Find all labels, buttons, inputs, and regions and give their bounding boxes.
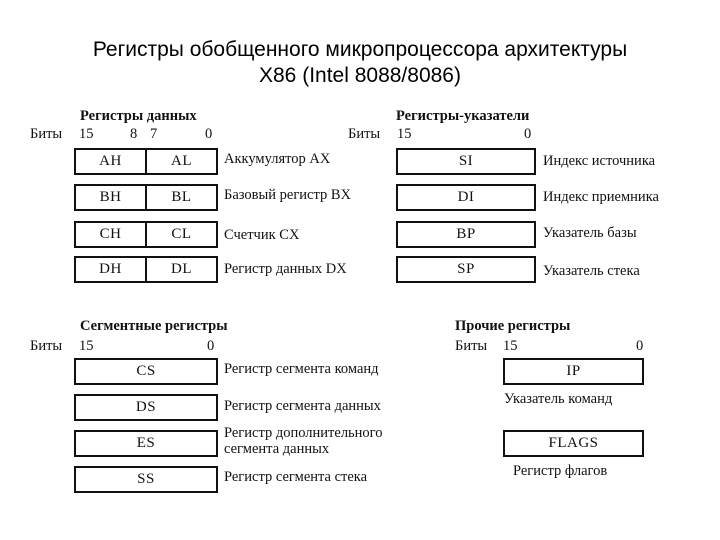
register-dl: DL bbox=[145, 258, 216, 281]
register-es-desc-line-2: сегмента данных bbox=[224, 441, 330, 457]
register-bx bbox=[74, 184, 218, 211]
register-ss bbox=[74, 466, 218, 493]
pointer-bit-0: 0 bbox=[524, 126, 532, 142]
register-cs bbox=[74, 358, 218, 385]
register-bh: BH bbox=[99, 189, 122, 205]
register-flags bbox=[503, 430, 644, 457]
pointer-bits-label: Биты bbox=[348, 126, 381, 142]
register-si-label: SI bbox=[458, 153, 474, 169]
register-ds-label: DS bbox=[135, 399, 157, 415]
data-bit-0: 0 bbox=[205, 126, 213, 142]
register-sp-label: SP bbox=[457, 261, 475, 277]
register-bp bbox=[396, 221, 536, 248]
register-dh: DH bbox=[99, 261, 122, 277]
register-ax-desc: Аккумулятор AX bbox=[224, 151, 331, 167]
register-ds-desc: Регистр сегмента данных bbox=[224, 398, 381, 414]
register-bp-label: BP bbox=[456, 226, 476, 242]
register-ch: CH bbox=[99, 226, 122, 242]
title-line-2: X86 (Intel 8088/8086) bbox=[259, 64, 461, 87]
register-ax bbox=[74, 148, 218, 175]
register-bx-desc: Базовый регистр BX bbox=[224, 187, 351, 203]
segment-bits-label: Биты bbox=[30, 338, 63, 354]
data-bits-label: Биты bbox=[30, 126, 63, 142]
pointer-bit-15: 15 bbox=[397, 126, 412, 142]
register-cx-desc: Счетчик CX bbox=[224, 227, 300, 243]
segment-bit-0: 0 bbox=[207, 338, 215, 354]
register-es-desc-line-1: Регистр дополнительного bbox=[224, 425, 383, 441]
register-ip-desc: Указатель команд bbox=[504, 391, 613, 407]
register-es-label: ES bbox=[136, 435, 156, 451]
register-flags-label: FLAGS bbox=[548, 435, 599, 451]
register-si-desc: Индекс источника bbox=[543, 153, 656, 169]
register-ss-label: SS bbox=[137, 471, 155, 487]
register-cx bbox=[74, 221, 218, 248]
register-di-label: DI bbox=[457, 189, 475, 205]
register-dx bbox=[74, 256, 218, 283]
register-sp bbox=[396, 256, 536, 283]
register-flags-desc: Регистр флагов bbox=[513, 463, 608, 479]
register-dx-desc: Регистр данных DX bbox=[224, 261, 347, 277]
other-registers-heading: Прочие регистры bbox=[455, 318, 571, 334]
title-line-1: Регистры обобщенного микропроцессора архитектуры bbox=[92, 38, 628, 61]
register-sp-desc: Указатель стека bbox=[543, 263, 640, 279]
other-bits-label: Биты bbox=[455, 338, 488, 354]
data-bit-15: 15 bbox=[79, 126, 94, 142]
register-di-desc: Индекс приемника bbox=[543, 189, 659, 205]
data-bit-7: 7 bbox=[150, 126, 158, 142]
data-bit-8: 8 bbox=[130, 126, 138, 142]
register-ah: AH bbox=[99, 153, 122, 169]
pointer-registers-heading: Регистры-указатели bbox=[396, 108, 530, 124]
register-cl: CL bbox=[145, 223, 216, 246]
register-ip-label: IP bbox=[566, 363, 581, 379]
register-si bbox=[396, 148, 536, 175]
segment-registers-heading: Сегментные регистры bbox=[80, 318, 228, 334]
register-cs-desc: Регистр сегмента команд bbox=[224, 361, 379, 377]
register-bl: BL bbox=[145, 186, 216, 209]
register-cs-label: CS bbox=[136, 363, 156, 379]
register-di bbox=[396, 184, 536, 211]
data-registers-heading: Регистры данных bbox=[80, 108, 197, 124]
other-bit-15: 15 bbox=[503, 338, 518, 354]
register-ds bbox=[74, 394, 218, 421]
register-bp-desc: Указатель базы bbox=[543, 225, 637, 241]
other-bit-0: 0 bbox=[636, 338, 644, 354]
register-ss-desc: Регистр сегмента стека bbox=[224, 469, 368, 485]
register-al: AL bbox=[145, 150, 216, 173]
register-es bbox=[74, 430, 218, 457]
register-ip bbox=[503, 358, 644, 385]
segment-bit-15: 15 bbox=[79, 338, 94, 354]
